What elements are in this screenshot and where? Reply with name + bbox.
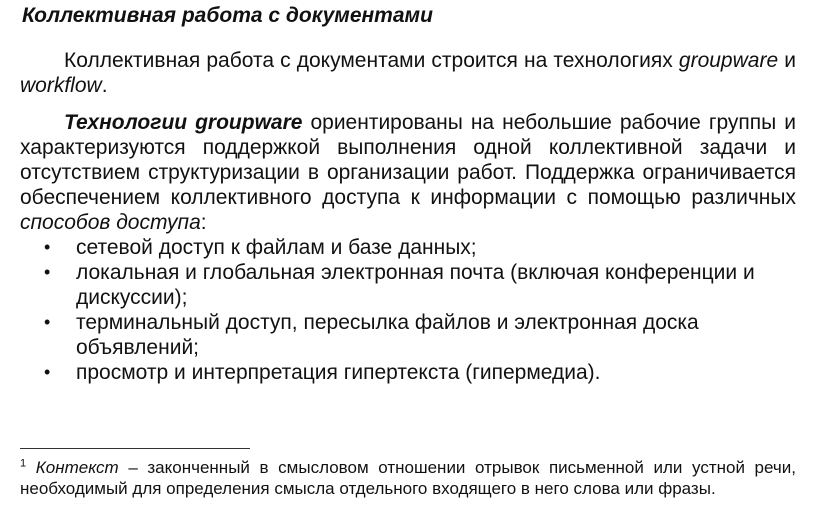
intro-conjunction: и xyxy=(778,49,796,72)
intro-paragraph xyxy=(20,48,796,98)
footnote-text: – законченный в смысловом отношении отрывок письменной или устной речи, необходимый для определения смысла отдельного входящего в него слова или фразы. xyxy=(20,458,796,498)
term-workflow: workflow xyxy=(20,74,102,97)
intro-text: Коллективная работа с документами строится на технологиях xyxy=(64,49,679,72)
groupware-lead: Технологии groupware xyxy=(64,111,303,134)
access-methods-list xyxy=(20,235,796,385)
footnote-marker: 1 xyxy=(20,457,27,470)
list-item-text: просмотр и интерпретация гипертекста (гипермедиа). xyxy=(76,361,601,384)
list-item xyxy=(20,235,796,260)
footnote-divider xyxy=(20,448,250,449)
list-item-text: терминальный доступ, пересылка файлов и электронная доска объявлений; xyxy=(76,311,699,359)
list-item xyxy=(20,260,796,310)
access-methods-term: способов доступа xyxy=(20,211,201,234)
section-title: Коллективная работа с документами xyxy=(22,4,433,27)
list-item xyxy=(20,360,796,385)
groupware-paragraph xyxy=(20,110,796,235)
document-body xyxy=(20,48,796,385)
list-item-text: сетевой доступ к файлам и базе данных; xyxy=(76,236,477,259)
bullet-icon: • xyxy=(44,262,51,282)
list-item xyxy=(20,310,796,360)
list-item-text: локальная и глобальная электронная почта (включая конференции и дискуссии); xyxy=(76,261,755,309)
groupware-end: : xyxy=(200,211,207,234)
footnote xyxy=(20,457,796,499)
footnote-term: Контекст xyxy=(35,458,119,477)
term-groupware: groupware xyxy=(678,49,779,72)
groupware-text: ориентированы на небольшие рабочие группы и характеризуются поддержкой выполнения одной коллективной задачи и отсутствием структуризации в организации работ. Поддержка ограничивается обеспечением коллективного доступа к информации с помощью различных xyxy=(20,111,796,209)
bullet-icon: • xyxy=(44,237,51,257)
intro-end: . xyxy=(101,74,108,97)
bullet-icon: • xyxy=(44,362,51,382)
bullet-icon: • xyxy=(44,312,51,332)
